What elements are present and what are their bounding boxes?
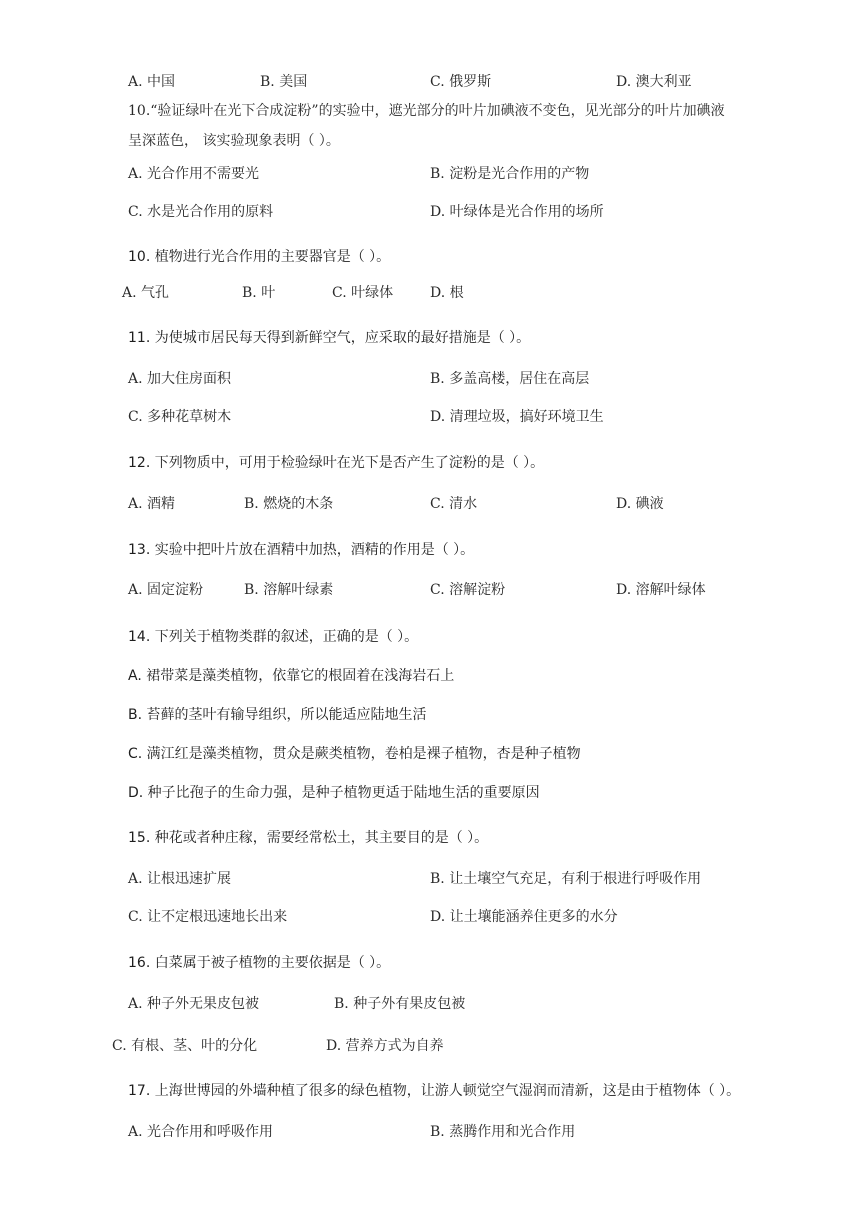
option-text: A. 让根迅速扩展 [128,871,232,887]
option-text: 10.“验证绿叶在光下合成淀粉”的实验中，遮光部分的叶片加碘液不变色，见光部分的叶片加碘液 [128,103,725,119]
option-text: D. 叶绿体是光合作用的场所 [430,204,604,220]
option-text: A. 中国 [128,74,176,90]
option-text: B. 叶 [242,285,276,301]
option-text: D. 让土壤能涵养住更多的水分 [430,909,618,925]
question-text: B. 苔藓的茎叶有输导组织，所以能适应陆地生活 [128,707,427,723]
option-text: B. 多盖高楼，居住在高层 [430,371,590,387]
option-text: A. 酒精 [128,496,176,512]
question-text: 16. 白菜属于被子植物的主要依据是（ ）。 [128,955,391,971]
question-text: 15. 种花或者种庄稼，需要经常松土，其主要目的是（ ）。 [128,830,489,846]
option-text: C. 多种花草树木 [128,409,232,425]
question-text: 12. 下列物质中，可用于检验绿叶在光下是否产生了淀粉的是（ ）。 [128,455,545,471]
option-text: B. 种子外有果皮包被 [334,996,466,1012]
option-text: D. 营养方式为自养 [326,1038,444,1054]
option-text: C. 溶解淀粉 [430,582,506,598]
option-text: C. 俄罗斯 [430,74,492,90]
question-text: C. 满江红是藻类植物，贯众是蕨类植物，卷柏是裸子植物，杏是种子植物 [128,746,581,762]
question-text: 11. 为使城市居民每天得到新鲜空气，应采取的最好措施是（ ）。 [128,330,531,346]
option-text: A. 气孔 [122,285,170,301]
question-text: D. 种子比孢子的生命力强，是种子植物更适于陆地生活的重要原因 [128,785,540,801]
option-text: A. 加大住房面积 [128,371,232,387]
option-text: D. 澳大利亚 [616,74,692,90]
option-text: 呈深蓝色， 该实验现象表明（ ）。 [128,133,340,149]
option-text: B. 溶解叶绿素 [244,582,334,598]
option-text: C. 清水 [430,496,478,512]
option-text: D. 清理垃圾，搞好环境卫生 [430,409,604,425]
option-text: D. 碘液 [616,496,664,512]
option-text: A. 光合作用和呼吸作用 [128,1124,274,1140]
option-text: B. 蒸腾作用和光合作用 [430,1124,576,1140]
option-text: C. 水是光合作用的原料 [128,204,274,220]
option-text: A. 固定淀粉 [128,582,204,598]
question-text: A. 裙带菜是藻类植物，依靠它的根固着在浅海岩石上 [128,668,455,684]
option-text: D. 溶解叶绿体 [616,582,706,598]
option-text: D. 根 [430,285,464,301]
option-text: A. 光合作用不需要光 [128,166,260,182]
option-text: B. 美国 [260,74,308,90]
option-text: C. 叶绿体 [332,285,394,301]
question-text: 13. 实验中把叶片放在酒精中加热，酒精的作用是（ ）。 [128,542,475,558]
question-text: 17. 上海世博园的外墙种植了很多的绿色植物，让游人顿觉空气湿润而清新，这是由于植物体（ ）。 [128,1083,741,1099]
option-text: C. 有根、茎、叶的分化 [112,1038,258,1054]
option-text: B. 让土壤空气充足，有利于根进行呼吸作用 [430,871,702,887]
option-text: B. 淀粉是光合作用的产物 [430,166,590,182]
option-text: B. 燃烧的木条 [244,496,334,512]
option-text: A. 种子外无果皮包被 [128,996,260,1012]
question-text: 14. 下列关于植物类群的叙述，正确的是（ ）。 [128,629,419,645]
option-text: C. 让不定根迅速地长出来 [128,909,288,925]
question-text: 10. 植物进行光合作用的主要器官是（ ）。 [128,249,391,265]
